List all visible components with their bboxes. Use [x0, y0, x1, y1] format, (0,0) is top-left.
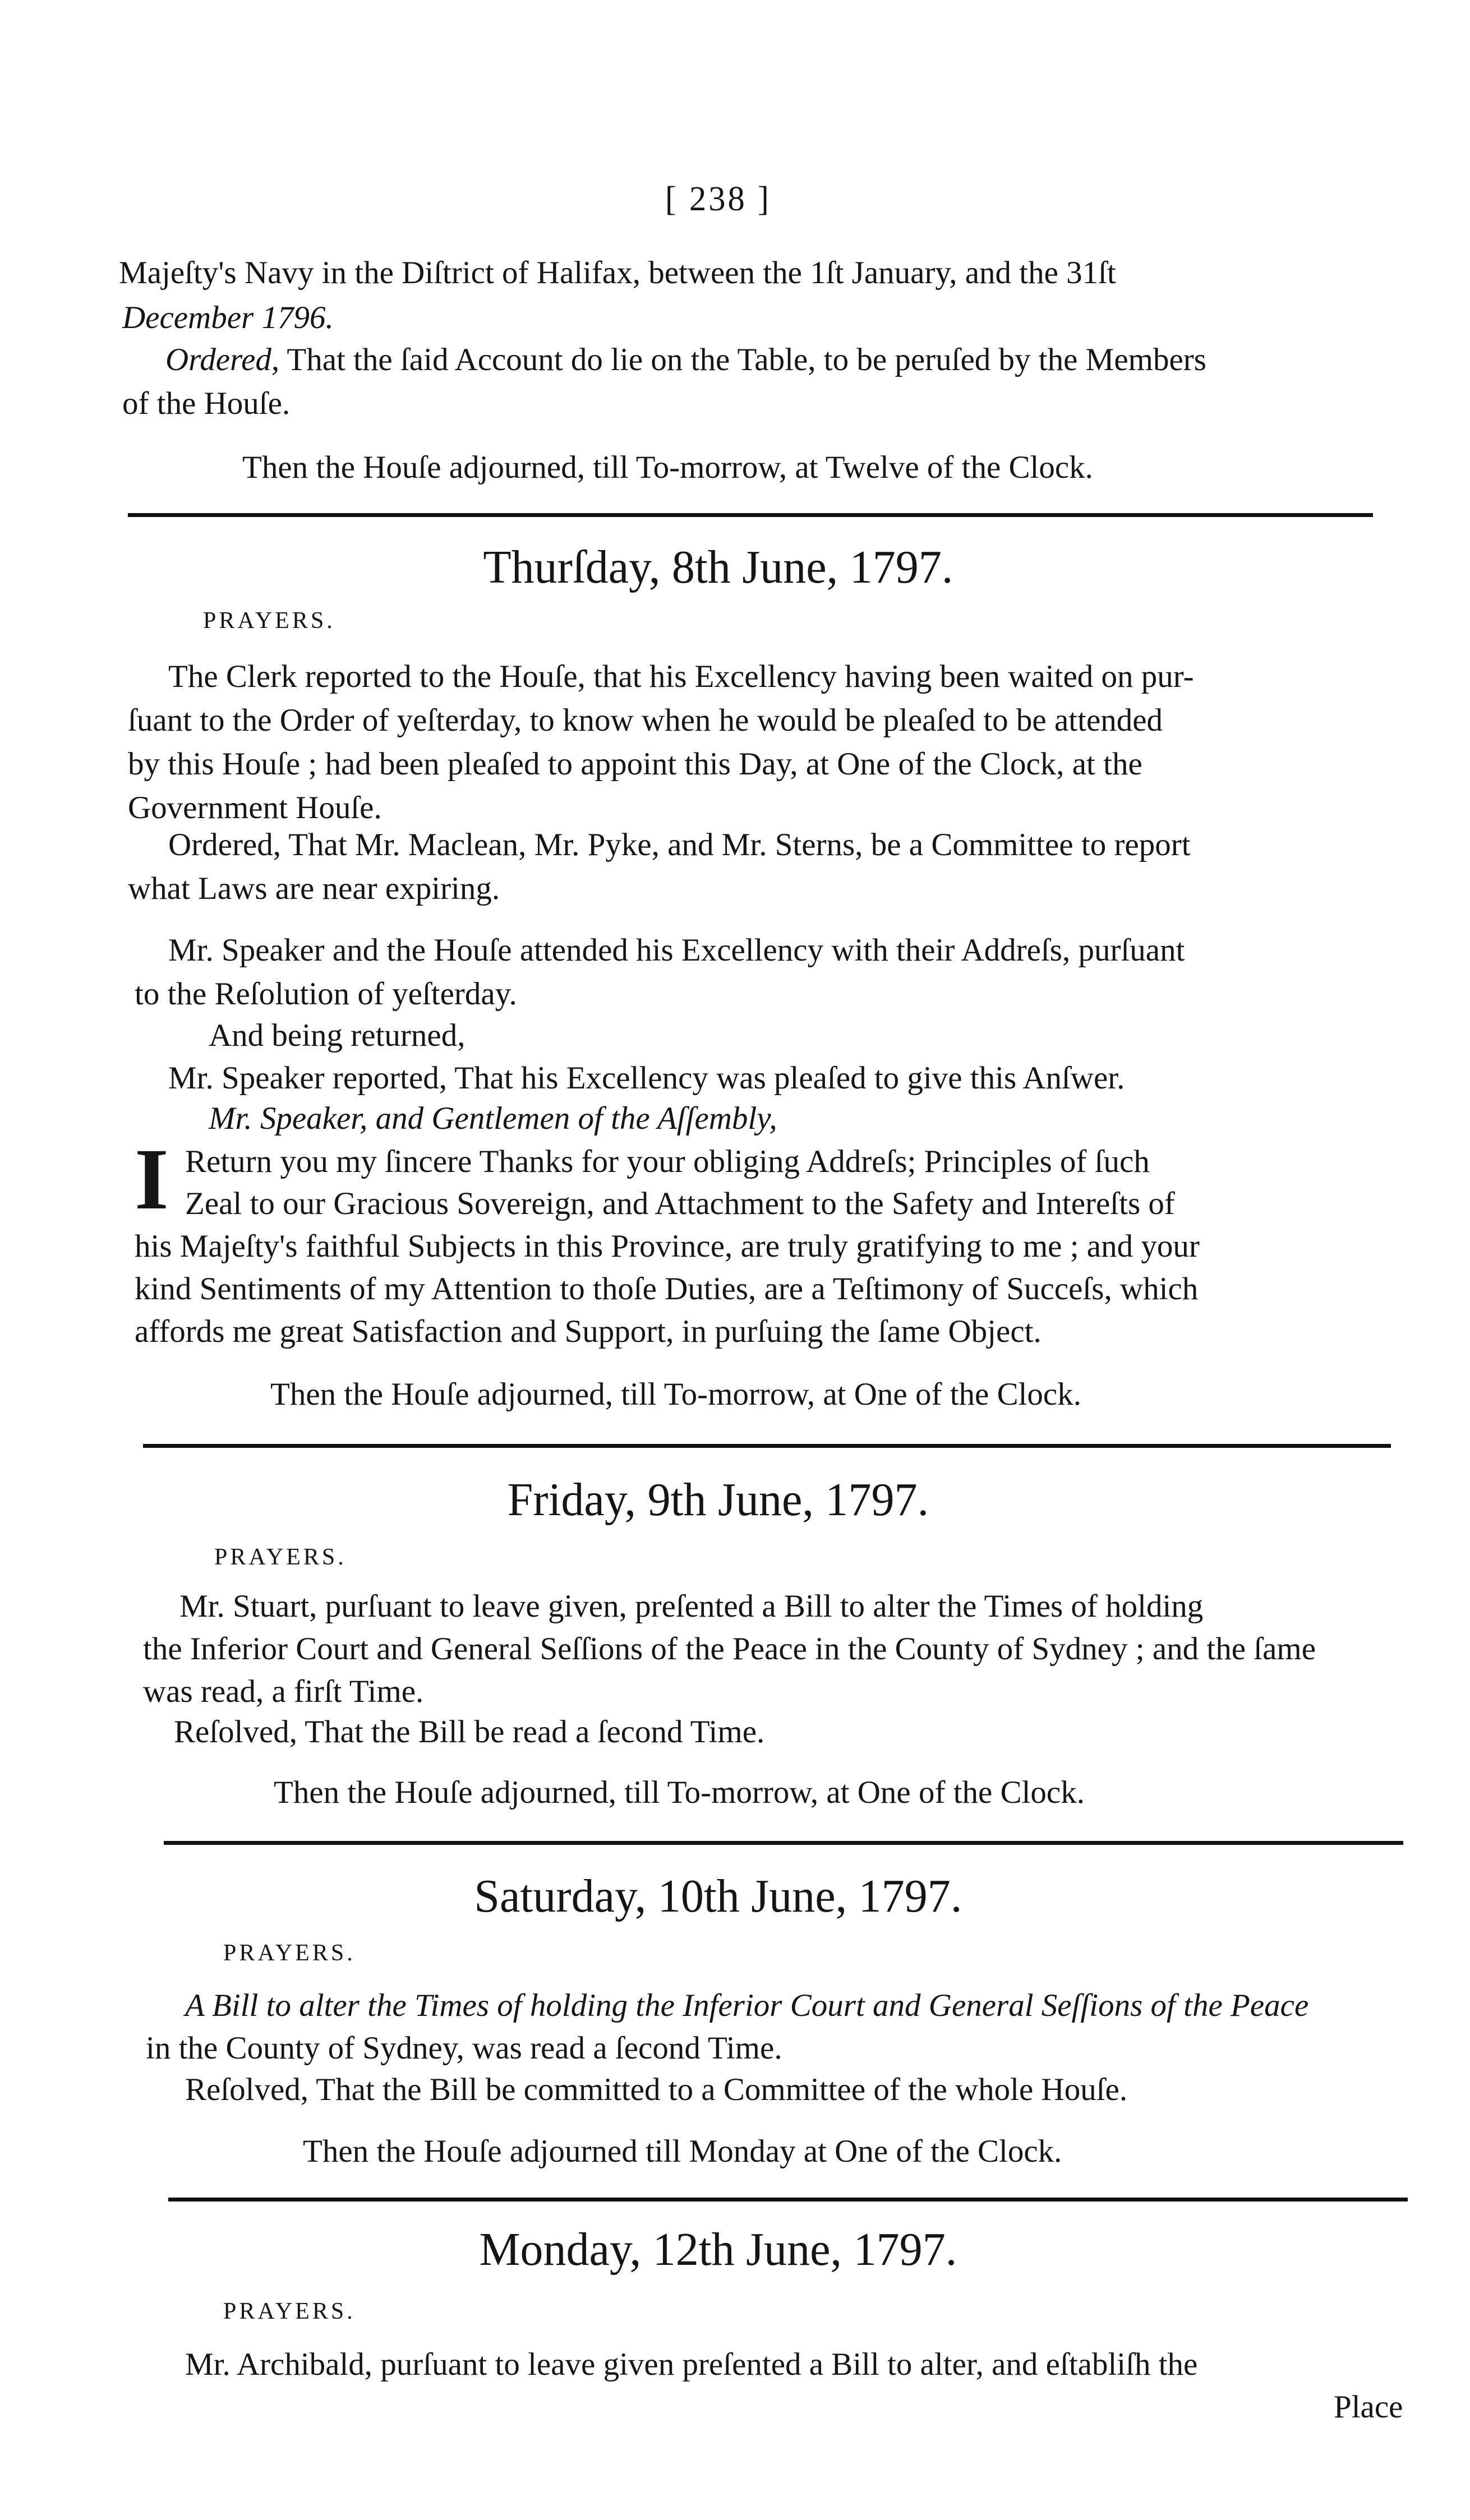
thursday-heading: Thurſday, 8th June, 1797.: [483, 541, 953, 593]
saturday-resolved: Reſolved, That the Bill be committed to a Committee of the whole Houſe.: [185, 2072, 1128, 2107]
friday-bill-line-1: Mr. Stuart, purſuant to leave given, preſented a Bill to alter the Times of holding: [179, 1589, 1204, 1624]
saturday-bill-line-2: in the County of Sydney, was read a ſecond Time.: [146, 2030, 782, 2066]
thursday-adjourn: Then the Houſe adjourned, till To-morrow, at One of the Clock.: [270, 1377, 1081, 1412]
thursday-salutation: Mr. Speaker, and Gentlemen of the Aſſembly,: [209, 1101, 777, 1136]
section-divider: [168, 2198, 1408, 2201]
continuation-adjourn: Then the Houſe adjourned, till To-morrow, at Twelve of the Clock.: [242, 450, 1093, 485]
answer-line-3: his Majeſty's faithful Subjects in this Province, are truly gratifying to me ; and your: [135, 1229, 1200, 1264]
answer-line-1: Return you my ſincere Thanks for your obliging Addreſs; Principles of ſuch: [185, 1144, 1150, 1179]
catchword: Place: [1334, 2389, 1403, 2425]
monday-heading: Monday, 12th June, 1797.: [479, 2223, 957, 2276]
continuation-line-1: Majeſty's Navy in the Diſtrict of Halifax, between the 1ſt January, and the 31ſt: [119, 255, 1116, 290]
thursday-ordered-line-1: Ordered, That Mr. Maclean, Mr. Pyke, and Mr. Sterns, be a Committee to report: [168, 827, 1191, 862]
thursday-clerk-line-1: The Clerk reported to the Houſe, that his Excellency having been waited on pur-: [168, 659, 1194, 694]
saturday-bill-line-1: A Bill to alter the Times of holding the Inferior Court and General Seſſions of the Peace: [185, 1988, 1309, 2023]
monday-prayers: PRAYERS.: [223, 2299, 356, 2324]
saturday-heading: Saturday, 10th June, 1797.: [474, 1870, 962, 1922]
answer-line-5: affords me great Satisfaction and Support, in purſuing the ſame Object.: [135, 1314, 1042, 1349]
thursday-speaker-line-1: Mr. Speaker and the Houſe attended his Excellency with their Addreſs, purſuant: [168, 933, 1185, 968]
friday-resolved: Reſolved, That the Bill be read a ſecond Time.: [174, 1714, 765, 1750]
section-divider: [143, 1444, 1391, 1448]
friday-heading: Friday, 9th June, 1797.: [507, 1474, 929, 1526]
thursday-clerk-line-2: ſuant to the Order of yeſterday, to know when he would be pleaſed to be attended: [128, 703, 1163, 738]
thursday-clerk-line-3: by this Houſe ; had been pleaſed to appoint this Day, at One of the Clock, at the: [128, 746, 1142, 782]
thursday-speaker-line-2: to the Reſolution of yeſterday.: [135, 976, 517, 1012]
thursday-prayers: PRAYERS.: [203, 608, 335, 634]
friday-bill-line-2: the Inferior Court and General Seſſions of the Peace in the County of Sydney ; and the ſame: [143, 1631, 1316, 1667]
saturday-prayers: PRAYERS.: [223, 1940, 356, 1966]
section-divider: [164, 1841, 1403, 1845]
friday-prayers: PRAYERS.: [214, 1544, 347, 1570]
continuation-ordered-line-2: of the Houſe.: [122, 386, 291, 421]
thursday-clerk-line-4: Government Houſe.: [128, 790, 382, 825]
monday-bill-line-1: Mr. Archibald, purſuant to leave given preſented a Bill to alter, and eſtabliſh the: [185, 2347, 1198, 2382]
page-number: [ 238 ]: [665, 180, 771, 218]
continuation-line-2: December 1796.: [122, 300, 334, 335]
answer-drop-cap: I: [135, 1130, 169, 1227]
saturday-adjourn: Then the Houſe adjourned till Monday at One of the Clock.: [303, 2134, 1062, 2169]
friday-adjourn: Then the Houſe adjourned, till To-morrow, at One of the Clock.: [274, 1775, 1085, 1810]
answer-line-4: kind Sentiments of my Attention to thoſe Duties, are a Teſtimony of Succeſs, which: [135, 1271, 1199, 1307]
section-divider: [128, 513, 1373, 517]
friday-bill-line-3: was read, a firſt Time.: [143, 1674, 424, 1709]
answer-line-2: Zeal to our Gracious Sovereign, and Attachment to the Safety and Intereſts of: [185, 1186, 1175, 1221]
thursday-ordered-line-2: what Laws are near expiring.: [128, 871, 500, 906]
continuation-ordered-line-1: Ordered, That the ſaid Account do lie on the Table, to be peruſed by the Members: [165, 342, 1206, 377]
thursday-returned: And being returned,: [209, 1018, 466, 1053]
thursday-reported: Mr. Speaker reported, That his Excellency was pleaſed to give this Anſwer.: [168, 1060, 1125, 1096]
